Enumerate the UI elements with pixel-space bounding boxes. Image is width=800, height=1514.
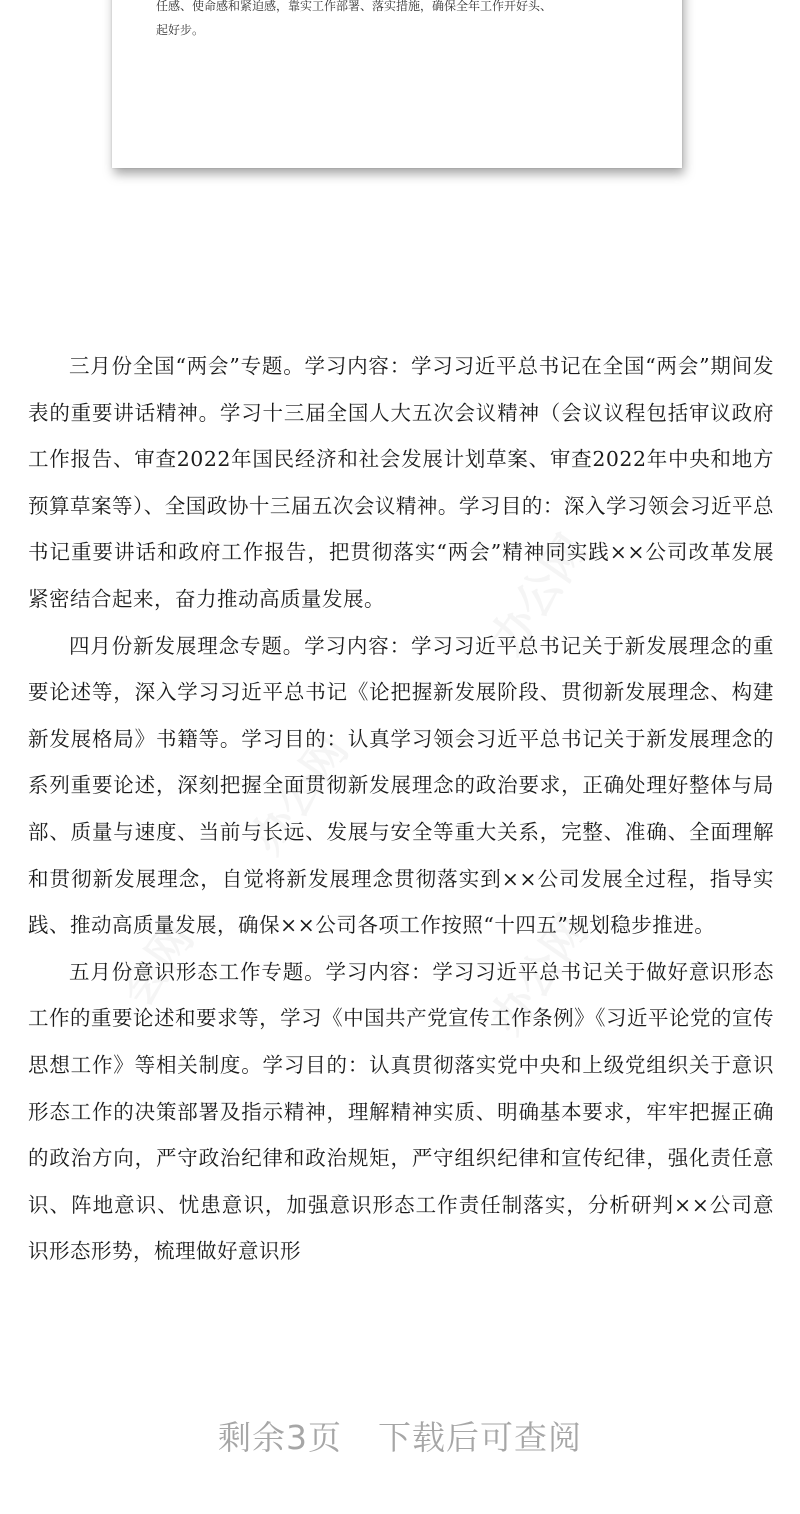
paragraph-may: 五月份意识形态工作专题。学习内容：学习习近平总书记关于做好意识形态工作的重要论述和要求等，学习《中国共产党宣传工作条例》《习近平论党的宣传思想工作》等相关制度。学习目的：认真贯彻落实党中央和上级党组织关于意识形态工作的决策部署及指示精神，理解精神实质、明确基本要求，牢牢把握正确的政治方向，严守政治纪律和政治规矩，严守组织纪律和宣传纪律，强化责任意识、阵地意识、忧患意识，加强意识形态工作责任制落实，分析研判××公司意识形态形势，梳理做好意识形 xyxy=(28,959,774,1264)
previous-page-preview xyxy=(112,0,682,168)
preview-line: 起好步。 xyxy=(156,23,205,37)
preview-text xyxy=(156,0,646,42)
paragraph-april: 四月份新发展理念专题。学习内容：学习习近平总书记关于新发展理念的重要论述等，深入学习习近平总书记《论把握新发展阶段、贯彻新发展理念、构建新发展格局》书籍等。学习目的：认真学习领会习近平总书记关于新发展理念的系列重要论述，深刻把握全面贯彻新发展理念的政治要求，正确处理好整体与局部、质量与速度、当前与长远、发展与安全等重大关系，完整、准确、全面理解和贯彻新发展理念，自觉将新发展理念贯彻落实到××公司发展全过程，指导实践、推动高质量发展，确保××公司各项工作按照“十四五”规划稳步推进。 xyxy=(28,633,774,938)
watermark: 办公网 xyxy=(480,905,599,1044)
preview-line: 任感、使命感和紧迫感，靠实工作部署、落实措施，确保全年工作开好头、 xyxy=(156,0,553,13)
document-body xyxy=(28,343,774,1275)
watermark: 办公网 xyxy=(480,525,599,664)
watermark: 会网 xyxy=(111,913,204,1016)
paragraph-march: 三月份全国“两会”专题。学习内容：学习习近平总书记在全国“两会”期间发表的重要讲话精神。学习十三届全国人大五次会议精神（会议议程包括审议政府工作报告、审查2022年国民经济和社会发展计划草案、审查2022年中央和地方预算草案等）、全国政协十三届五次会议精神。学习目的：深入学习领会习近平总书记重要讲话和政府工作报告，把贯彻落实“两会”精神同实践××公司改革发展紧密结合起来，奋力推动高质量发展。 xyxy=(28,354,774,611)
remaining-pages-notice[interactable] xyxy=(0,1412,800,1459)
remaining-pages-label: 剩余3页 xyxy=(218,1418,342,1457)
watermark: 办公网 xyxy=(240,725,359,864)
download-to-view-label: 下载后可查阅 xyxy=(378,1418,582,1457)
